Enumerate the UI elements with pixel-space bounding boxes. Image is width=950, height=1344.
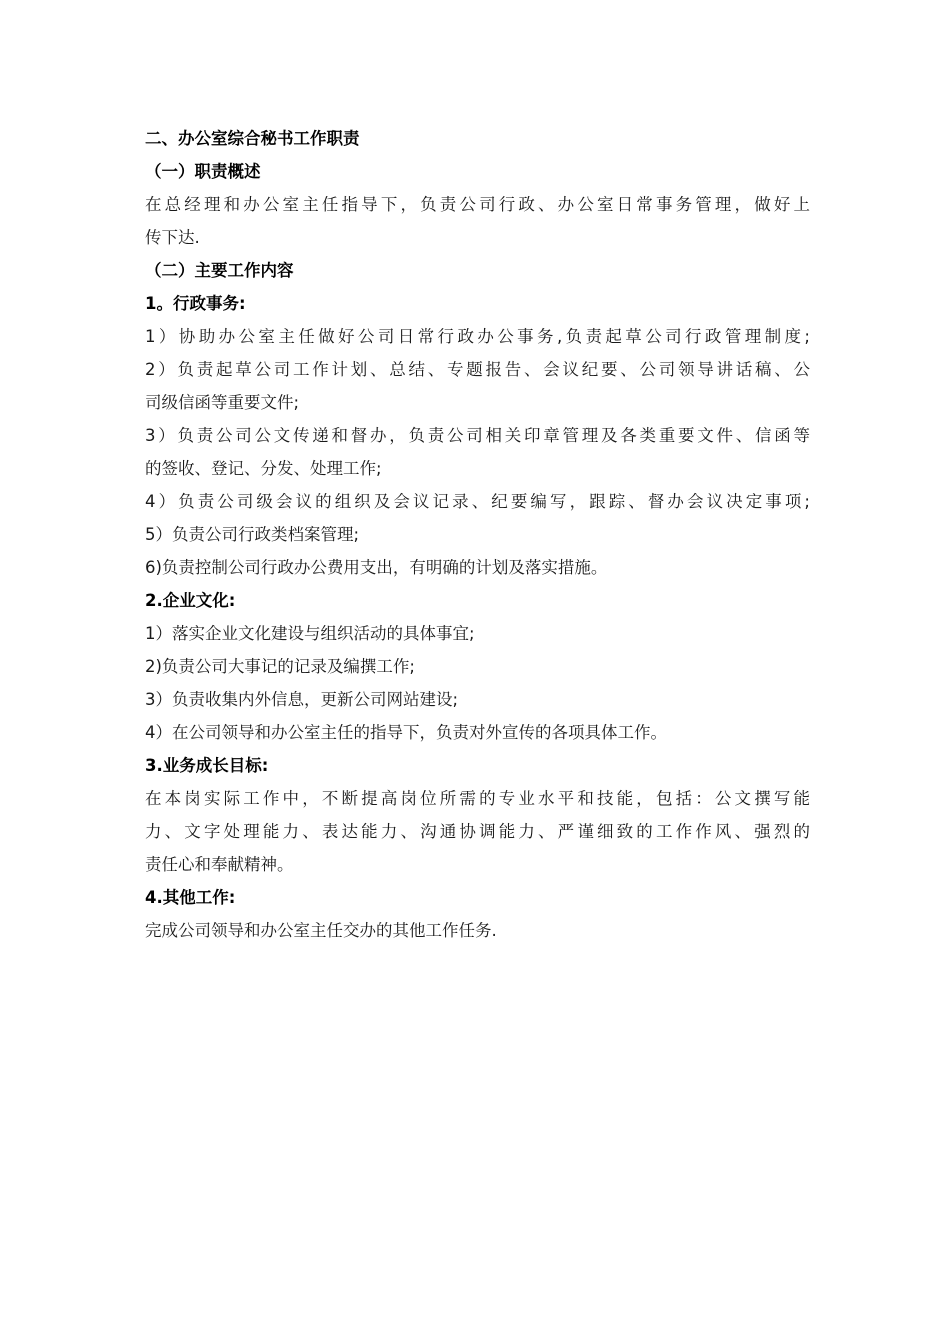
culture-heading: 2.企业文化:	[145, 591, 236, 610]
main-content-heading: （二）主要工作内容	[145, 261, 294, 280]
overview-text-line: 传下达.	[145, 228, 200, 247]
admin-item: 5）负责公司行政类档案管理;	[145, 525, 360, 544]
growth-heading: 3.业务成长目标:	[145, 756, 269, 775]
culture-item: 4）在公司领导和办公室主任的指导下，负责对外宣传的各项具体工作。	[145, 723, 667, 742]
admin-item: 6)负责控制公司行政办公费用支出，有明确的计划及落实措施。	[145, 558, 608, 577]
section-title: 二、办公室综合秘书工作职责	[145, 129, 360, 148]
growth-text-line: 力、文字处理能力、表达能力、沟通协调能力、严谨细致的工作作风、强烈的	[145, 822, 810, 841]
admin-heading: 1。行政事务:	[145, 294, 246, 313]
document-page	[145, 122, 810, 947]
culture-item: 3）负责收集内外信息，更新公司网站建设;	[145, 690, 459, 709]
growth-text-line: 在本岗实际工作中，不断提高岗位所需的专业水平和技能，包括：公文撰写能	[145, 789, 810, 808]
growth-text-line: 责任心和奉献精神。	[145, 855, 294, 874]
overview-text-line: 在总经理和办公室主任指导下，负责公司行政、办公室日常事务管理，做好上	[145, 195, 810, 214]
culture-item: 2)负责公司大事记的记录及编撰工作;	[145, 657, 415, 676]
admin-item: 3）负责公司公文传递和督办，负责公司相关印章管理及各类重要文件、信函等	[145, 426, 810, 445]
other-text: 完成公司领导和办公室主任交办的其他工作任务.	[145, 921, 497, 940]
admin-item: 司级信函等重要文件;	[145, 393, 300, 412]
admin-item: 1）协助办公室主任做好公司日常行政办公事务,负责起草公司行政管理制度;	[145, 327, 810, 346]
admin-item: 的签收、登记、分发、处理工作;	[145, 459, 382, 478]
admin-item: 2）负责起草公司工作计划、总结、专题报告、会议纪要、公司领导讲话稿、公	[145, 360, 810, 379]
admin-item: 4）负责公司级会议的组织及会议记录、纪要编写，跟踪、督办会议决定事项;	[145, 492, 810, 511]
overview-heading: （一）职责概述	[145, 162, 261, 181]
culture-item: 1）落实企业文化建设与组织活动的具体事宜;	[145, 624, 475, 643]
other-heading: 4.其他工作:	[145, 888, 236, 907]
